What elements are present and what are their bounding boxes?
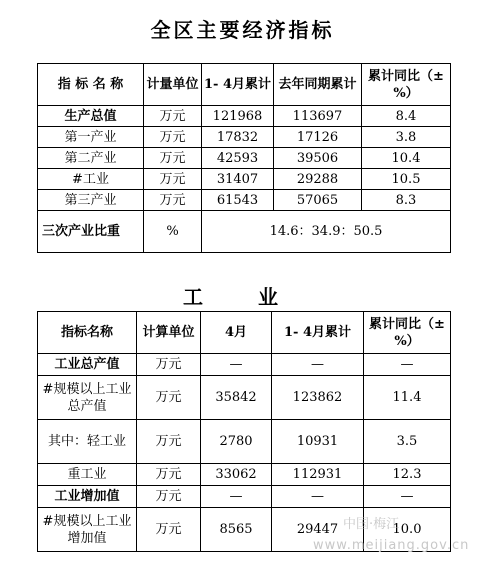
header-cumulative: 1- 4月累计 (272, 312, 364, 354)
row-unit: 万元 (137, 508, 201, 552)
row-growth: 10.0 (364, 508, 451, 552)
header-indicator: 指标名称 (38, 312, 137, 354)
row-lastyear: 17126 (274, 127, 362, 148)
row-name: 生产总值 (38, 106, 144, 127)
row-name: #规模以上工业总产值 (38, 376, 137, 420)
row-month: — (201, 354, 272, 376)
row-growth: 10.5 (362, 169, 451, 190)
row-name: 第三产业 (38, 190, 144, 211)
row-unit: 万元 (137, 420, 201, 464)
row-cumulative: 112931 (272, 464, 364, 486)
row-growth: — (364, 354, 451, 376)
header-lastyear: 去年同期累计 (274, 64, 362, 106)
row-lastyear: 113697 (274, 106, 362, 127)
header-indicator: 指 标 名 称 (38, 64, 144, 106)
row-unit: 万元 (144, 127, 202, 148)
row-name: 工业增加值 (38, 486, 137, 508)
header-unit: 计算单位 (137, 312, 201, 354)
row-growth: 8.4 (362, 106, 451, 127)
row-growth: 8.3 (362, 190, 451, 211)
row-unit: 万元 (144, 169, 202, 190)
row-month: 35842 (201, 376, 272, 420)
row-lastyear: 29288 (274, 169, 362, 190)
table-row (38, 148, 451, 169)
row-lastyear: 39506 (274, 148, 362, 169)
row-growth: 10.4 (362, 148, 451, 169)
row-unit: 万元 (137, 354, 201, 376)
ratio-row (38, 211, 451, 253)
watermark-site: 中国·梅江 (343, 517, 400, 532)
row-growth: 12.3 (364, 464, 451, 486)
row-current: 31407 (202, 169, 274, 190)
row-name: #规模以上工业增加值 (38, 508, 137, 552)
row-unit: 万元 (144, 190, 202, 211)
row-growth: 3.8 (362, 127, 451, 148)
page-title: 全区主要经济指标 (150, 18, 335, 42)
row-growth: 3.5 (364, 420, 451, 464)
header-month: 4月 (201, 312, 272, 354)
row-cumulative: 10931 (272, 420, 364, 464)
row-growth: — (364, 486, 451, 508)
table-row (38, 127, 451, 148)
row-lastyear: 57065 (274, 190, 362, 211)
row-name: #工业 (38, 169, 144, 190)
row-growth: 11.4 (364, 376, 451, 420)
row-name: 其中：轻工业 (38, 420, 137, 464)
row-month: 2780 (201, 420, 272, 464)
row-current: 61543 (202, 190, 274, 211)
row-month: 33062 (201, 464, 272, 486)
header-current: 1- 4月累计 (202, 64, 274, 106)
table-header-row (38, 64, 451, 106)
row-cumulative: — (272, 486, 364, 508)
row-current: 121968 (202, 106, 274, 127)
row-current: 17832 (202, 127, 274, 148)
ratio-value: 14.6：34.9：50.5 (202, 211, 451, 253)
table-row (38, 420, 451, 464)
row-name: 重工业 (38, 464, 137, 486)
row-name: 工业总产值 (38, 354, 137, 376)
row-month: 8565 (201, 508, 272, 552)
header-growth: 累计同比（±%） (362, 64, 451, 106)
row-unit: 万元 (137, 486, 201, 508)
row-cumulative: 29447 (272, 508, 364, 552)
header-growth: 累计同比（±%） (364, 312, 451, 354)
row-current: 42593 (202, 148, 274, 169)
table-row (38, 376, 451, 420)
row-unit: 万元 (137, 376, 201, 420)
table-row (38, 486, 451, 508)
table-row (38, 464, 451, 486)
header-unit: 计量单位 (144, 64, 202, 106)
table-row (38, 354, 451, 376)
section-title: 工 业 (183, 285, 302, 309)
table-row (38, 169, 451, 190)
row-unit: 万元 (144, 106, 202, 127)
table-row (38, 190, 451, 211)
table-row (38, 106, 451, 127)
row-name: 第二产业 (38, 148, 144, 169)
row-cumulative: 123862 (272, 376, 364, 420)
row-unit: 万元 (144, 148, 202, 169)
table-header-row (38, 312, 451, 354)
row-name: 第一产业 (38, 127, 144, 148)
ratio-name: 三次产业比重 (38, 211, 144, 253)
watermark-url: www.meijiang.gov.cn (313, 538, 470, 553)
economic-indicators-table (37, 63, 451, 253)
row-unit: 万元 (137, 464, 201, 486)
row-cumulative: — (272, 354, 364, 376)
ratio-unit: % (144, 211, 202, 253)
row-month: — (201, 486, 272, 508)
